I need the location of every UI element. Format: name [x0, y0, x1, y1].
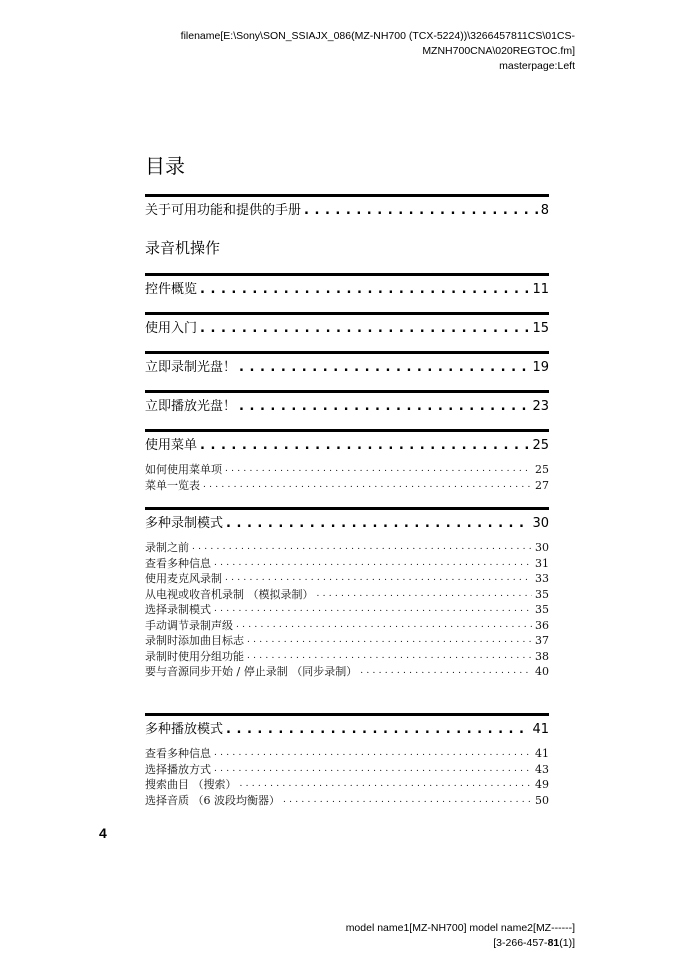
toc-section	[145, 429, 549, 493]
dot-leader	[360, 664, 532, 680]
dot-leader	[225, 462, 532, 478]
toc-entry[interactable]	[145, 360, 549, 376]
toc-subentry-page: 38	[535, 649, 549, 663]
page-number: 4	[99, 825, 107, 841]
dot-leader	[226, 516, 529, 532]
toc-entry-title: 使用入门	[145, 321, 198, 336]
toc-subentry-title: 查看多种信息	[145, 747, 211, 760]
toc-subentry-page: 36	[535, 618, 549, 632]
toc-entry-title: 使用菜单	[145, 438, 198, 453]
toc-subentry-page: 43	[535, 762, 549, 776]
toc-subentry-page: 27	[535, 478, 549, 492]
toc-subentry[interactable]	[145, 540, 549, 556]
toc-subentry-page: 35	[535, 603, 549, 616]
toc-subentry-title: 录制时添加曲目标志	[145, 634, 244, 647]
toc-entry-title: 关于可用功能和提供的手册	[145, 203, 302, 218]
section-rule	[145, 351, 549, 354]
toc-entry-page: 19	[532, 360, 549, 375]
toc-entry-page: 11	[532, 282, 549, 297]
section-rule	[145, 429, 549, 432]
toc-subentry-title: 录制时使用分组功能	[145, 649, 244, 663]
dot-leader	[239, 399, 529, 415]
toc-entry[interactable]	[145, 438, 549, 454]
toc-subentry-title: 从电视或收音机录制 （模拟录制）	[145, 587, 314, 601]
toc-subentry[interactable]	[145, 618, 549, 634]
toc-subentry-page: 37	[535, 634, 549, 647]
footer-part-prefix: [3-266-457-	[493, 937, 548, 949]
toc-section	[145, 390, 549, 415]
dot-leader	[214, 602, 532, 618]
toc-section	[145, 713, 549, 808]
footer-part-number	[493, 936, 575, 951]
toc-subentry[interactable]	[145, 633, 549, 649]
footer-part-bold: 81	[547, 937, 560, 949]
toc-entry-page: 41	[532, 722, 549, 737]
toc-subentry-page: 50	[535, 793, 549, 807]
dot-leader	[200, 282, 529, 298]
toc-subentry-page: 49	[535, 778, 549, 791]
toc-subentry[interactable]	[145, 587, 549, 603]
toc-subentry[interactable]	[145, 556, 549, 572]
toc-entry-title: 控件概览	[145, 282, 198, 297]
dot-leader	[225, 571, 532, 587]
toc-subentry-title: 录制之前	[145, 541, 189, 554]
toc-subentry-page: 41	[535, 747, 549, 760]
toc-subentry-title: 搜索曲目 （搜索）	[145, 778, 237, 791]
toc-subentry-title: 如何使用菜单项	[145, 463, 222, 476]
toc-entry-page: 25	[532, 438, 549, 453]
toc-subentry[interactable]	[145, 602, 549, 618]
section-rule	[145, 312, 549, 315]
toc-subentry[interactable]	[145, 777, 549, 793]
dot-leader	[200, 321, 529, 337]
toc-subentry[interactable]	[145, 649, 549, 665]
footer-part-suffix: (1)]	[559, 937, 575, 949]
toc-section	[145, 507, 549, 680]
section-rule	[145, 390, 549, 393]
toc-entry-title: 立即录制光盘！	[145, 360, 237, 375]
section-rule	[145, 713, 549, 716]
dot-leader	[239, 360, 529, 376]
toc-subentry[interactable]	[145, 571, 549, 587]
dot-leader	[203, 478, 532, 494]
header-masterpage: masterpage:Left	[499, 60, 575, 72]
footer-model-names: model name1[MZ-NH700] model name2[MZ------]	[345, 922, 575, 934]
toc-entry[interactable]	[145, 203, 549, 219]
toc-entry-page: 30	[532, 516, 549, 531]
dot-leader	[192, 540, 532, 556]
toc-subentry-page: 25	[535, 463, 549, 476]
dot-leader	[247, 633, 532, 649]
toc-subentry[interactable]	[145, 793, 549, 809]
toc-subentry-title: 菜单一览表	[145, 478, 200, 492]
header-filename-line1: filename[E:\Sony\SON_SSIAJX_086(MZ-NH700 (TCX-5224))\3266457811CS\01CS-	[180, 30, 575, 42]
dot-leader	[236, 618, 532, 634]
section-rule	[145, 194, 549, 197]
dot-leader	[317, 587, 533, 603]
toc-subentry[interactable]	[145, 762, 549, 778]
toc-title: 目录	[145, 154, 185, 178]
toc-subentry-title: 选择播放方式	[145, 762, 211, 776]
toc-subentry-title: 使用麦克风录制	[145, 572, 222, 585]
toc-subentry-title: 手动调节录制声级	[145, 618, 233, 632]
toc-subentry-title: 选择录制模式	[145, 603, 211, 616]
toc-entry[interactable]	[145, 399, 549, 415]
toc-subentry-page: 33	[535, 572, 549, 585]
toc-entry-page: 23	[532, 399, 549, 414]
toc-subentry-page: 31	[535, 556, 549, 570]
section-rule	[145, 507, 549, 510]
toc-section	[145, 312, 549, 337]
toc-subentry[interactable]	[145, 462, 549, 478]
dot-leader	[226, 722, 529, 738]
dot-leader	[214, 762, 532, 778]
toc-subentry[interactable]	[145, 478, 549, 494]
toc-entry[interactable]	[145, 321, 549, 337]
dot-leader	[283, 793, 532, 809]
toc-subentry-title: 查看多种信息	[145, 556, 211, 570]
dot-leader	[200, 438, 529, 454]
part-heading: 录音机操作	[145, 239, 221, 257]
header-filename-line2: MZNH700CNA\020REGTOC.fm]	[422, 45, 575, 57]
toc-entry-title: 多种播放模式	[145, 722, 224, 737]
toc-entry[interactable]	[145, 282, 549, 298]
dot-leader	[247, 649, 532, 665]
toc-subentry-page: 30	[535, 541, 549, 554]
toc-section	[145, 351, 549, 376]
toc-subentry-title: 要与音源同步开始 / 停止录制 （同步录制）	[145, 665, 358, 678]
dot-leader	[240, 777, 533, 793]
toc-entry-page: 8	[540, 203, 549, 218]
toc-subentry[interactable]	[145, 664, 549, 680]
dot-leader	[304, 203, 538, 219]
toc-subentry-page: 40	[535, 665, 549, 678]
toc-subentry-page: 35	[535, 587, 549, 601]
toc-subentry[interactable]	[145, 746, 549, 762]
toc-section	[145, 273, 549, 298]
toc-section	[145, 194, 549, 219]
toc-subentry-title: 选择音质 （6 波段均衡器）	[145, 793, 280, 807]
toc-entry[interactable]	[145, 722, 549, 738]
dot-leader	[214, 746, 532, 762]
toc-entry[interactable]	[145, 516, 549, 532]
dot-leader	[214, 556, 532, 572]
toc-entry-title: 立即播放光盘！	[145, 399, 237, 414]
toc-entry-page: 15	[532, 321, 549, 336]
toc-entry-title: 多种录制模式	[145, 516, 224, 531]
section-rule	[145, 273, 549, 276]
